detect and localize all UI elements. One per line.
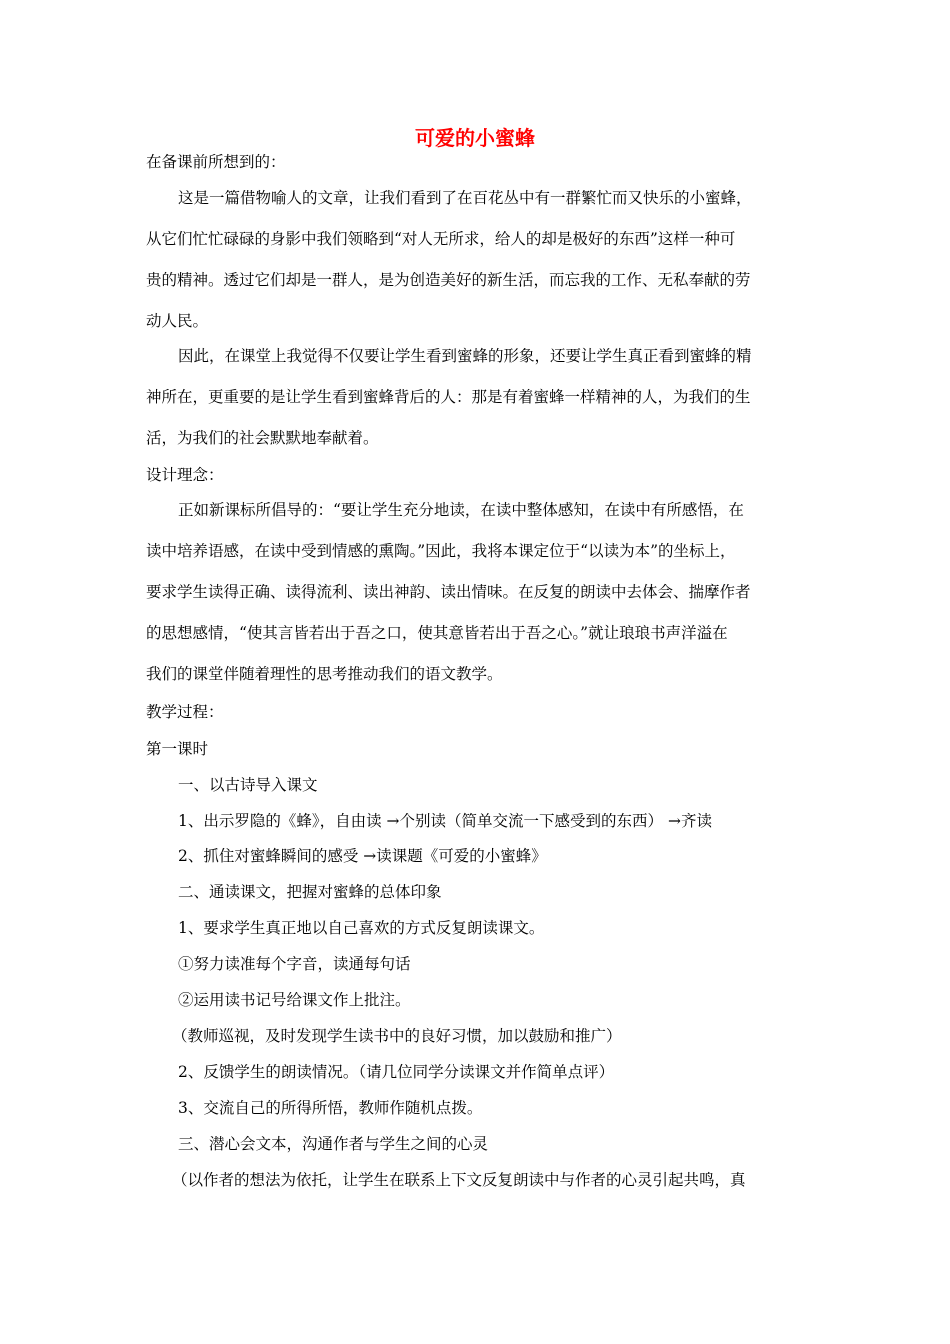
text-line: ①努力读准每个字音，读通每句话 xyxy=(178,955,411,973)
text-line: 的思想感情，“使其言皆若出于吾之口，使其意皆若出于吾之心。”就让琅琅书声洋溢在 xyxy=(146,624,728,642)
text-line: 2、反馈学生的朗读情况。（请几位同学分读课文并作简单点评） xyxy=(178,1063,615,1081)
text-line: ②运用读书记号给课文作上批注。 xyxy=(178,991,411,1009)
text-line: 二、通读课文，把握对蜜蜂的总体印象 xyxy=(178,883,442,901)
text-line: （教师巡视，及时发现学生读书中的良好习惯，加以鼓励和推广） xyxy=(172,1027,622,1045)
text-line: 1、出示罗隐的《蜂》，自由读 →个别读（简单交流一下感受到的东西） →齐读 xyxy=(178,812,712,830)
text-line: 3、交流自己的所得所悟，教师作随机点拨。 xyxy=(178,1099,483,1117)
text-line: 2、抓住对蜜蜂瞬间的感受 →读课题《可爱的小蜜蜂》 xyxy=(178,847,547,865)
text-line: 1、要求学生真正地以自己喜欢的方式反复朗读课文。 xyxy=(178,919,545,937)
text-line: 读中培养语感，在读中受到情感的熏陶。”因此，我将本课定位于“以读为本”的坐标上， xyxy=(146,542,736,560)
text-line: 要求学生读得正确、读得流利、读出神韵、读出情味。在反复的朗读中去体会、揣摩作者 xyxy=(146,583,751,601)
section-heading: 设计理念： xyxy=(146,466,224,484)
text-line: 神所在，更重要的是让学生看到蜜蜂背后的人：那是有着蜜蜂一样精神的人，为我们的生 xyxy=(146,388,751,406)
text-line: 因此，在课堂上我觉得不仅要让学生看到蜜蜂的形象，还要让学生真正看到蜜蜂的精 xyxy=(178,347,752,365)
text-line: 动人民。 xyxy=(146,312,209,330)
text-line: 正如新课标所倡导的：“要让学生充分地读，在读中整体感知，在读中有所感悟，在 xyxy=(178,501,744,519)
section-heading: 第一课时 xyxy=(146,740,209,758)
section-heading: 教学过程： xyxy=(146,703,224,721)
text-line: （以作者的想法为依托，让学生在联系上下文反复朗读中与作者的心灵引起共鸣，真 xyxy=(172,1171,746,1189)
text-line: 贵的精神。透过它们却是一群人，是为创造美好的新生活，而忘我的工作、无私奉献的劳 xyxy=(146,271,751,289)
document-title: 可爱的小蜜蜂 xyxy=(415,126,535,150)
text-line: 活，为我们的社会默默地奉献着。 xyxy=(146,429,379,447)
text-line: 从它们忙忙碌碌的身影中我们领略到“对人无所求，给人的却是极好的东西”这样一种可 xyxy=(146,230,736,248)
text-line: 在备课前所想到的： xyxy=(146,153,286,171)
text-line: 我们的课堂伴随着理性的思考推动我们的语文教学。 xyxy=(146,665,503,683)
text-line: 三、潜心会文本，沟通作者与学生之间的心灵 xyxy=(178,1135,489,1153)
text-line: 这是一篇借物喻人的文章，让我们看到了在百花丛中有一群繁忙而又快乐的小蜜蜂， xyxy=(178,189,752,207)
text-line: 一、以古诗导入课文 xyxy=(178,776,318,794)
